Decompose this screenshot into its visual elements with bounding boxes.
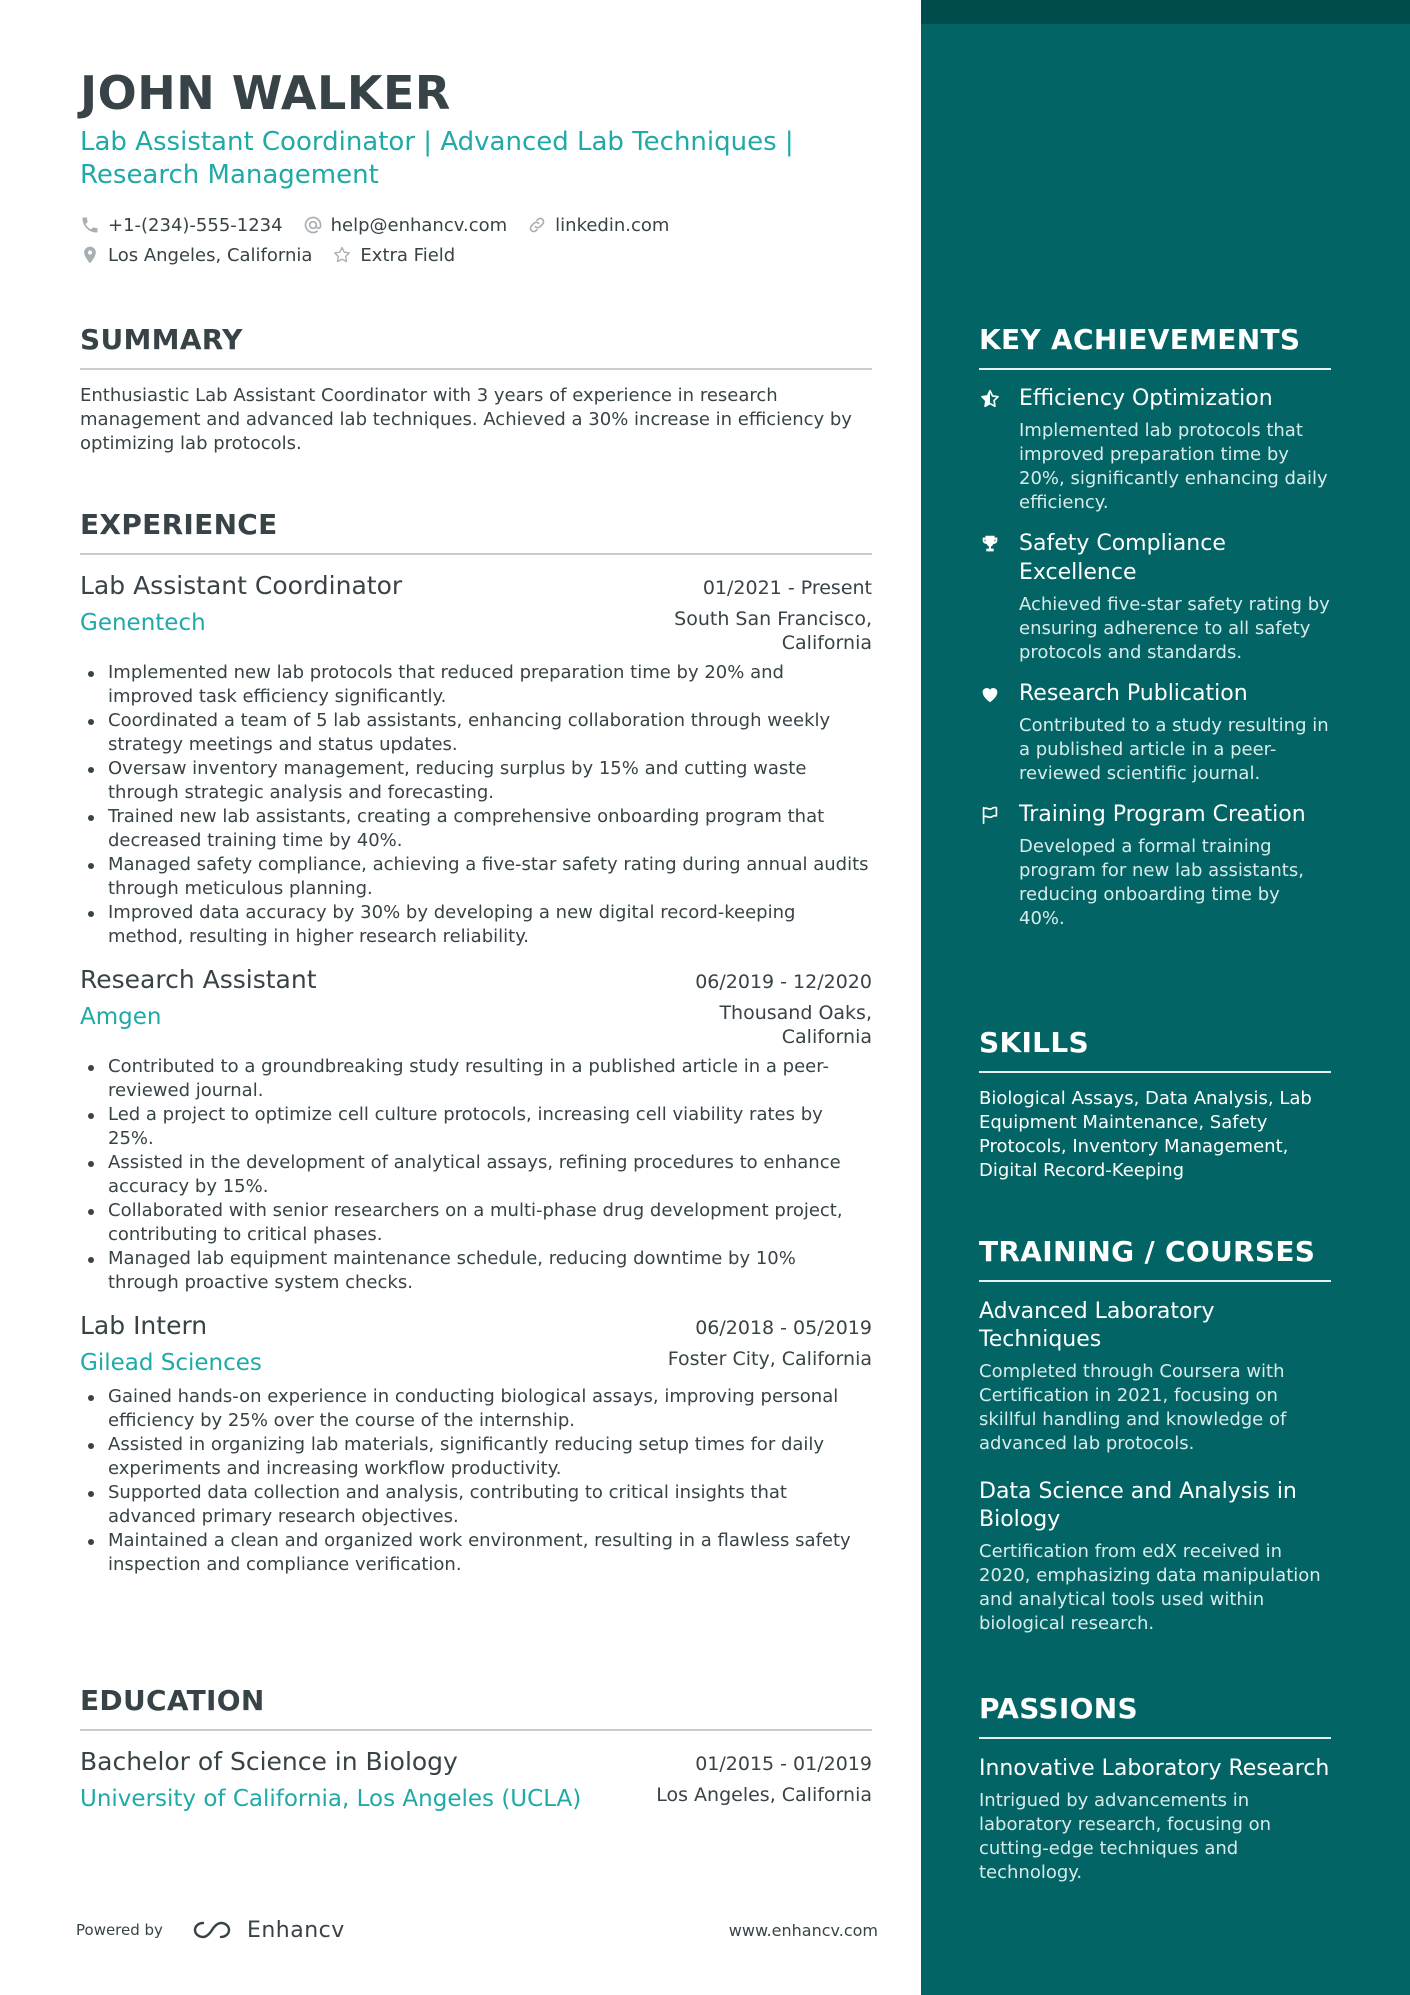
experience-entry xyxy=(80,569,872,949)
section-title: EXPERIENCE xyxy=(80,507,872,555)
bullet-item: Gained hands-on experience in conducting biological assays, improving personal efficiency by 25% over the course of the internship. xyxy=(80,1385,872,1433)
bullet-item: Coordinated a team of 5 lab assistants, enhancing collaboration through weekly strategy meetings and status updates. xyxy=(80,709,872,757)
achievement-desc: Implemented lab protocols that improved preparation time by 20%, significantly enhancing daily efficiency. xyxy=(1019,420,1328,513)
phone-text: +1-(234)-555-1234 xyxy=(108,214,283,236)
sidebar xyxy=(921,0,1410,1995)
course-desc: Certification from edX received in 2020, emphasizing data manipulation and analytical tools used within biological research. xyxy=(979,1541,1321,1634)
location-pin-icon xyxy=(80,245,100,265)
bullet-item: Collaborated with senior researchers on a multi-phase drug development project, contributing to critical phases. xyxy=(80,1199,872,1247)
extra-field-text: Extra Field xyxy=(360,244,456,266)
job-dates: 01/2021 - Present xyxy=(702,577,872,599)
company-name: Genentech xyxy=(80,610,206,636)
candidate-headline: Lab Assistant Coordinator | Advanced Lab Techniques | Research Management xyxy=(80,127,794,190)
education-section xyxy=(80,1683,872,1815)
school-location: Los Angeles, California xyxy=(656,1784,872,1806)
section-title: KEY ACHIEVEMENTS xyxy=(979,322,1331,370)
footer-url[interactable]: www.enhancv.com xyxy=(728,1920,878,1940)
section-title: SUMMARY xyxy=(80,322,872,370)
company-name: Gilead Sciences xyxy=(80,1350,262,1376)
achievement-title: Efficiency Optimization xyxy=(1019,386,1273,411)
job-location: Thousand Oaks, California xyxy=(719,1002,872,1048)
job-title: Research Assistant xyxy=(80,965,317,994)
course-desc: Completed through Coursera with Certification in 2021, focusing on skillful handling and knowledge of advanced lab protocols. xyxy=(979,1361,1287,1454)
link-icon xyxy=(527,215,547,235)
heart-icon xyxy=(979,683,1001,705)
bullet-item: Assisted in organizing lab materials, significantly reducing setup times for daily experiments and increasing workflow productivity. xyxy=(80,1433,872,1481)
skills-list: Biological Assays, Data Analysis, Lab Equipment Maintenance, Safety Protocols, Inventory Management, Digital Record-Keeping xyxy=(979,1088,1312,1181)
achievement-desc: Achieved five-star safety rating by ensuring adherence to all safety protocols and standards. xyxy=(1019,594,1330,663)
experience-section xyxy=(80,507,872,1577)
star-half-icon xyxy=(979,388,1001,410)
job-dates: 06/2019 - 12/2020 xyxy=(695,971,872,993)
powered-by xyxy=(76,1918,345,1943)
brand-logo[interactable] xyxy=(189,1918,345,1943)
link-text: linkedin.com xyxy=(555,214,670,236)
section-title: PASSIONS xyxy=(979,1691,1331,1739)
course-title: Data Science and Analysis in Biology xyxy=(979,1479,1297,1532)
achievement-item xyxy=(979,384,1331,515)
contact-row xyxy=(80,210,872,240)
contact-location xyxy=(80,245,312,266)
job-bullets xyxy=(80,661,872,949)
achievement-desc: Contributed to a study resulting in a published article in a peer-reviewed scientific journal. xyxy=(1019,715,1329,784)
contact-phone[interactable] xyxy=(80,215,283,236)
job-dates: 06/2018 - 05/2019 xyxy=(695,1317,872,1339)
sidebar-top-bar xyxy=(921,0,1410,24)
at-icon xyxy=(303,215,323,235)
contact-info xyxy=(80,210,872,270)
contact-extra xyxy=(332,245,455,266)
achievement-title: Research Publication xyxy=(1019,681,1248,706)
brand-name: Enhancv xyxy=(246,1917,345,1943)
bullet-item: Trained new lab assistants, creating a comprehensive onboarding program that decreased training time by 40%. xyxy=(80,805,872,853)
page-footer xyxy=(76,1910,878,1950)
phone-icon xyxy=(80,215,100,235)
job-location: South San Francisco, California xyxy=(674,608,872,654)
job-location: Foster City, California xyxy=(667,1348,872,1370)
bullet-item: Oversaw inventory management, reducing surplus by 15% and cutting waste through strategic analysis and forecasting. xyxy=(80,757,872,805)
course-title: Advanced Laboratory Techniques xyxy=(979,1299,1215,1352)
course-item xyxy=(979,1298,1331,1456)
education-dates: 01/2015 - 01/2019 xyxy=(695,1753,872,1775)
flag-icon xyxy=(979,804,1001,826)
achievement-item xyxy=(979,800,1331,931)
bullet-item: Improved data accuracy by 30% by developing a new digital record-keeping method, resulting in higher research reliability. xyxy=(80,901,872,949)
experience-entry xyxy=(80,1309,872,1577)
contact-row xyxy=(80,240,872,270)
company-name: Amgen xyxy=(80,1004,162,1030)
bullet-item: Supported data collection and analysis, contributing to critical insights that advanced primary research objectives. xyxy=(80,1481,872,1529)
job-title: Lab Assistant Coordinator xyxy=(80,571,403,600)
job-bullets xyxy=(80,1055,872,1295)
bullet-item: Led a project to optimize cell culture protocols, increasing cell viability rates by 25%. xyxy=(80,1103,872,1151)
contact-email[interactable] xyxy=(303,215,508,236)
bullet-item: Assisted in the development of analytical assays, refining procedures to enhance accuracy by 15%. xyxy=(80,1151,872,1199)
course-item xyxy=(979,1478,1331,1636)
job-bullets xyxy=(80,1385,872,1577)
location-text: Los Angeles, California xyxy=(108,244,313,266)
job-title: Lab Intern xyxy=(80,1311,208,1340)
contact-link[interactable] xyxy=(527,215,669,236)
bullet-item: Implemented new lab protocols that reduced preparation time by 20% and improved task efficiency significantly. xyxy=(80,661,872,709)
trophy-icon xyxy=(979,533,1001,555)
resume-header xyxy=(80,66,872,270)
bullet-item: Contributed to a groundbreaking study resulting in a published article in a peer-reviewed journal. xyxy=(80,1055,872,1103)
section-title: TRAINING / COURSES xyxy=(979,1234,1331,1282)
bullet-item: Maintained a clean and organized work environment, resulting in a flawless safety inspection and compliance verification. xyxy=(80,1529,872,1577)
passion-desc: Intrigued by advancements in laboratory research, focusing on cutting-edge techniques and technology. xyxy=(979,1790,1272,1883)
summary-section xyxy=(80,322,872,456)
email-text: help@enhancv.com xyxy=(330,214,508,236)
achievement-title: Safety Compliance Excellence xyxy=(1019,531,1226,585)
passions-section xyxy=(979,1691,1331,1885)
achievement-title: Training Program Creation xyxy=(1019,802,1306,827)
summary-text: Enthusiastic Lab Assistant Coordinator with 3 years of experience in research management and advanced lab techniques. Achieved a 30% increase in efficiency by optimizing lab protocols. xyxy=(80,385,852,454)
bullet-item: Managed lab equipment maintenance schedule, reducing downtime by 10% through proactive system checks. xyxy=(80,1247,872,1295)
training-section xyxy=(979,1234,1331,1636)
section-title: EDUCATION xyxy=(80,1683,872,1731)
achievement-desc: Developed a formal training program for new lab assistants, reducing onboarding time by 40%. xyxy=(1019,836,1304,929)
enhancv-logo-icon xyxy=(189,1918,235,1942)
achievement-item xyxy=(979,529,1331,665)
education-entry xyxy=(80,1745,872,1815)
star-outline-icon xyxy=(332,245,352,265)
achievements-section xyxy=(979,322,1331,931)
passion-item xyxy=(979,1755,1331,1885)
powered-by-label: Powered by xyxy=(76,1921,163,1939)
degree-title: Bachelor of Science in Biology xyxy=(80,1747,458,1776)
experience-entry xyxy=(80,963,872,1295)
school-name: University of California, Los Angeles (UCLA) xyxy=(80,1786,582,1812)
bullet-item: Managed safety compliance, achieving a five-star safety rating during annual audits through meticulous planning. xyxy=(80,853,872,901)
achievement-item xyxy=(979,679,1331,786)
section-title: SKILLS xyxy=(979,1025,1331,1073)
skills-section xyxy=(979,1025,1331,1183)
passion-title: Innovative Laboratory Research xyxy=(979,1756,1330,1781)
candidate-name: JOHN WALKER xyxy=(80,66,451,120)
